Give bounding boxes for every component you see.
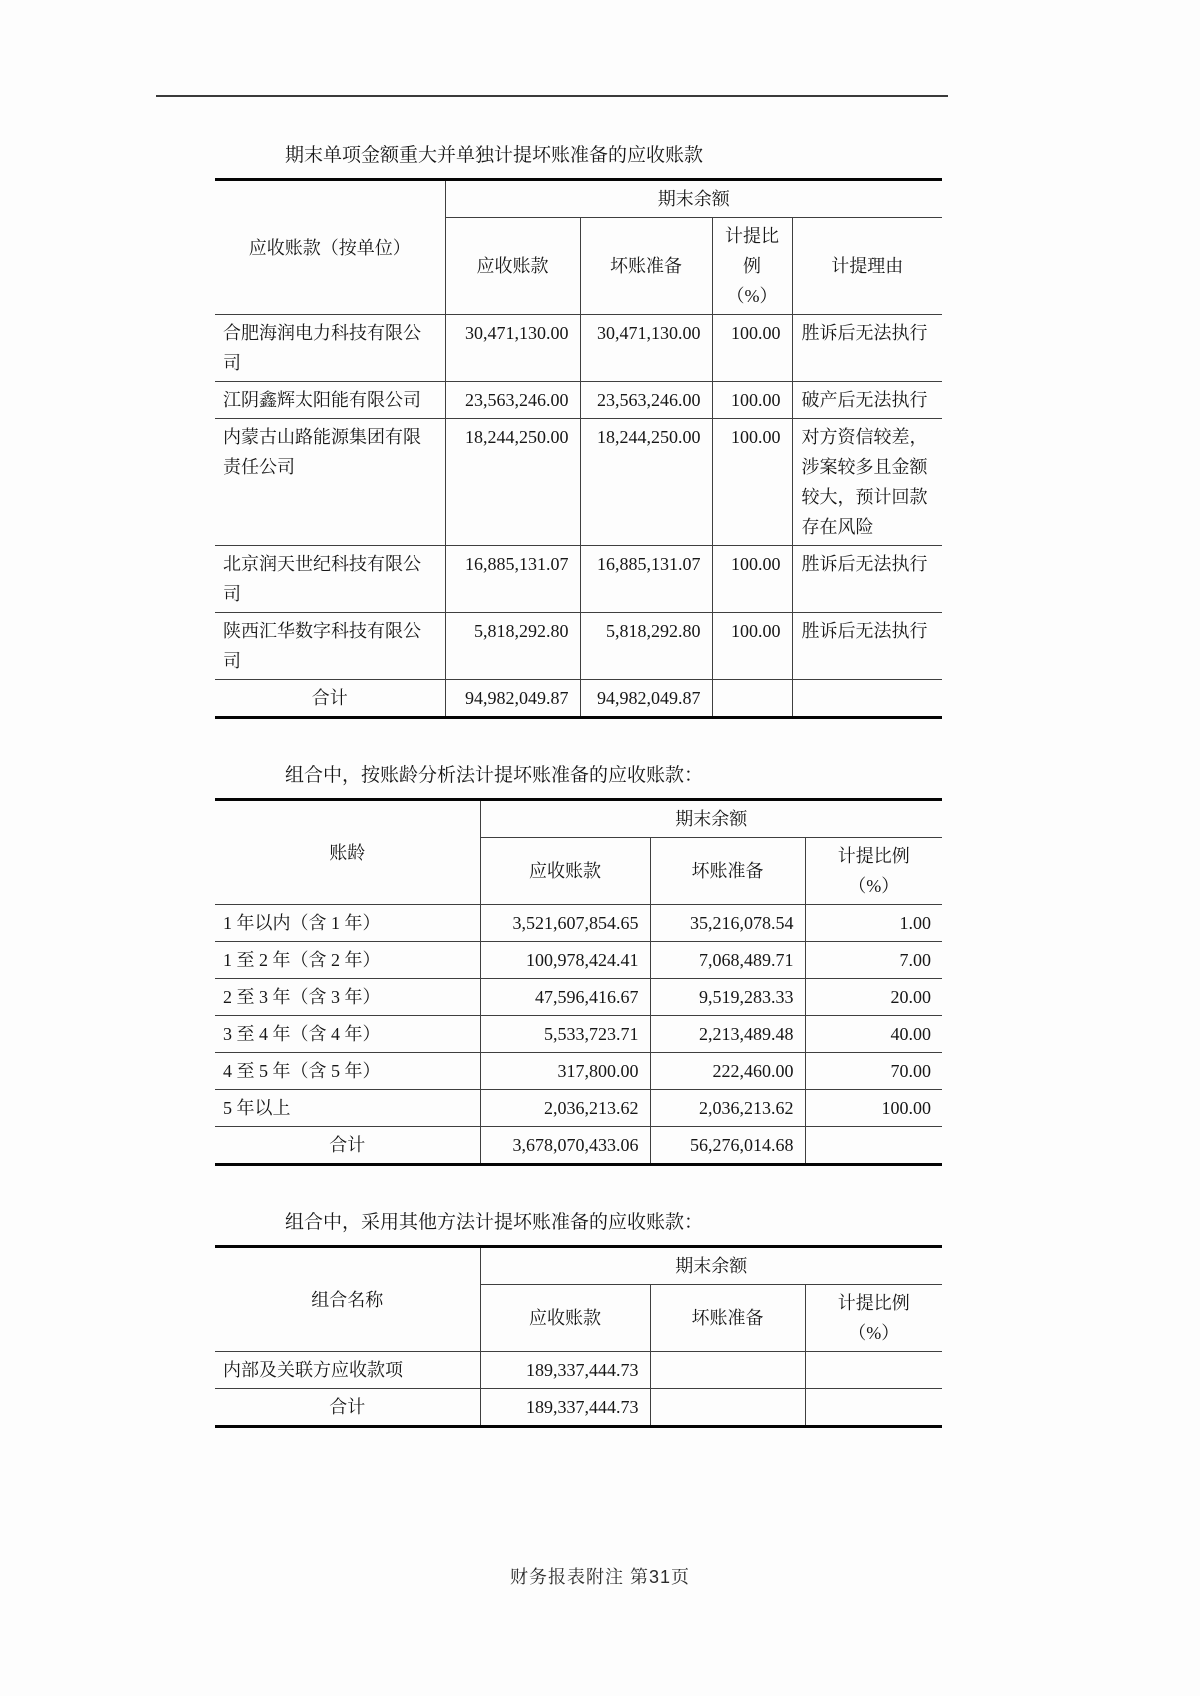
total-provision-cell: [650, 1389, 805, 1427]
provision-cell: 18,244,250.00: [580, 419, 712, 546]
receivable-cell: 23,563,246.00: [445, 382, 580, 419]
table-row: [215, 419, 942, 546]
provision-cell: 35,216,078.54: [650, 905, 805, 942]
reason-cell: 破产后无法执行: [792, 382, 942, 419]
entity-name-cell: 江阴鑫辉太阳能有限公司: [215, 382, 445, 419]
entity-name-cell: 合肥海润电力科技有限公司: [215, 315, 445, 382]
entity-name-cell: 内蒙古山路能源集团有限责任公司: [215, 419, 445, 546]
provision-cell: 16,885,131.07: [580, 546, 712, 613]
ratio-cell: 70.00: [805, 1053, 942, 1090]
portfolio-name-cell: 内部及关联方应收款项: [215, 1352, 480, 1389]
table-row: [215, 382, 942, 419]
total-provision-cell: 56,276,014.68: [650, 1127, 805, 1165]
ratio-column-header: [805, 838, 942, 905]
empty-cell: [805, 1389, 942, 1427]
total-receivable-cell: 189,337,444.73: [480, 1389, 650, 1427]
receivable-cell: 30,471,130.00: [445, 315, 580, 382]
empty-cell: [792, 680, 942, 718]
individually-assessed-section: [215, 141, 942, 719]
ratio-cell: 40.00: [805, 1016, 942, 1053]
receivable-cell: 3,521,607,854.65: [480, 905, 650, 942]
receivable-column-header: 应收账款: [480, 838, 650, 905]
receivable-cell: 100,978,424.41: [480, 942, 650, 979]
table-row: [215, 1352, 942, 1389]
other-method-section: [215, 1208, 942, 1428]
empty-cell: [712, 680, 792, 718]
ratio-header-unit: （%）: [848, 876, 900, 896]
receivable-cell: 2,036,213.62: [480, 1090, 650, 1127]
provision-column-header: 坏账准备: [650, 838, 805, 905]
aging-analysis-section: [215, 761, 942, 1166]
table-row: [215, 1053, 942, 1090]
header-row-group: [215, 180, 942, 218]
reason-cell: 胜诉后无法执行: [792, 315, 942, 382]
ratio-cell: 20.00: [805, 979, 942, 1016]
page-footer: 财务报表附注 第31页: [509, 1567, 691, 1587]
aging-label-cell: 4 至 5 年（含 5 年）: [215, 1053, 480, 1090]
header-row-group: [215, 1247, 942, 1285]
receivable-cell: 317,800.00: [480, 1053, 650, 1090]
aging-label-cell: 2 至 3 年（含 3 年）: [215, 979, 480, 1016]
receivable-cell: 16,885,131.07: [445, 546, 580, 613]
total-row: [215, 680, 942, 718]
table-row: [215, 942, 942, 979]
provision-cell: [650, 1352, 805, 1389]
ratio-header-unit: （%）: [726, 286, 778, 306]
entity-name-cell: 北京润天世纪科技有限公司: [215, 546, 445, 613]
receivable-cell: 47,596,416.67: [480, 979, 650, 1016]
portfolio-name-column-header: 组合名称: [215, 1247, 480, 1352]
provision-column-header: 坏账准备: [580, 218, 712, 315]
provision-cell: 2,213,489.48: [650, 1016, 805, 1053]
provision-column-header: 坏账准备: [650, 1285, 805, 1352]
header-row-group: [215, 800, 942, 838]
aging-label-cell: 3 至 4 年（含 4 年）: [215, 1016, 480, 1053]
ratio-cell: 7.00: [805, 942, 942, 979]
ratio-cell: 100.00: [712, 546, 792, 613]
ratio-cell: 100.00: [712, 613, 792, 680]
ratio-header-label: 计提比例: [725, 226, 779, 276]
header-rule-divider: [156, 95, 948, 97]
table-row: [215, 315, 942, 382]
provision-cell: 30,471,130.00: [580, 315, 712, 382]
aging-label-cell: 5 年以上: [215, 1090, 480, 1127]
other-method-receivables-table: [215, 1245, 942, 1428]
period-end-balance-header: 期末余额: [480, 1247, 942, 1285]
table-row: [215, 613, 942, 680]
table1-title: 期末单项金额重大并单独计提坏账准备的应收账款: [285, 145, 704, 166]
ratio-header-label: 计提比例: [837, 1293, 910, 1313]
receivable-column-header: 应收账款: [480, 1285, 650, 1352]
provision-cell: 7,068,489.71: [650, 942, 805, 979]
ratio-cell: 100.00: [712, 382, 792, 419]
individually-assessed-receivables-table: [215, 178, 942, 719]
total-label-cell: 合计: [215, 680, 445, 718]
receivable-column-header: 应收账款: [445, 218, 580, 315]
total-row: [215, 1127, 942, 1165]
provision-cell: 9,519,283.33: [650, 979, 805, 1016]
receivable-cell: 18,244,250.00: [445, 419, 580, 546]
page-content: [215, 141, 942, 1428]
period-end-balance-header: 期末余额: [445, 180, 942, 218]
provision-cell: 5,818,292.80: [580, 613, 712, 680]
aging-label-cell: 1 至 2 年（含 2 年）: [215, 942, 480, 979]
aging-column-header: 账龄: [215, 800, 480, 905]
total-provision-cell: 94,982,049.87: [580, 680, 712, 718]
period-end-balance-header: 期末余额: [480, 800, 942, 838]
reason-cell: 胜诉后无法执行: [792, 546, 942, 613]
reason-cell: 胜诉后无法执行: [792, 613, 942, 680]
reason-column-header: 计提理由: [792, 218, 942, 315]
table3-title: 组合中，采用其他方法计提坏账准备的应收账款：: [285, 1212, 704, 1233]
ratio-header-label: 计提比例: [837, 846, 910, 866]
table-row: [215, 905, 942, 942]
receivable-cell: 189,337,444.73: [480, 1352, 650, 1389]
ratio-cell: 100.00: [712, 315, 792, 382]
ratio-cell: 100.00: [805, 1090, 942, 1127]
provision-cell: 222,460.00: [650, 1053, 805, 1090]
ratio-column-header: [805, 1285, 942, 1352]
table-row: [215, 979, 942, 1016]
ratio-cell: [805, 1352, 942, 1389]
total-receivable-cell: 94,982,049.87: [445, 680, 580, 718]
aging-label-cell: 1 年以内（含 1 年）: [215, 905, 480, 942]
entity-name-cell: 陕西汇华数字科技有限公司: [215, 613, 445, 680]
ratio-cell: 1.00: [805, 905, 942, 942]
total-label-cell: 合计: [215, 1389, 480, 1427]
ratio-cell: 100.00: [712, 419, 792, 546]
aging-analysis-receivables-table: [215, 798, 942, 1166]
total-receivable-cell: 3,678,070,433.06: [480, 1127, 650, 1165]
receivable-cell: 5,533,723.71: [480, 1016, 650, 1053]
reason-cell: 对方资信较差，涉案较多且金额较大，预计回款存在风险: [792, 419, 942, 546]
entity-column-header: 应收账款（按单位）: [215, 180, 445, 315]
ratio-column-header: [712, 218, 792, 315]
receivable-cell: 5,818,292.80: [445, 613, 580, 680]
table-row: [215, 546, 942, 613]
table-row: [215, 1016, 942, 1053]
provision-cell: 2,036,213.62: [650, 1090, 805, 1127]
total-label-cell: 合计: [215, 1127, 480, 1165]
total-row: [215, 1389, 942, 1427]
ratio-header-unit: （%）: [848, 1323, 900, 1343]
table2-title: 组合中，按账龄分析法计提坏账准备的应收账款：: [285, 765, 704, 786]
provision-cell: 23,563,246.00: [580, 382, 712, 419]
table-row: [215, 1090, 942, 1127]
empty-cell: [805, 1127, 942, 1165]
